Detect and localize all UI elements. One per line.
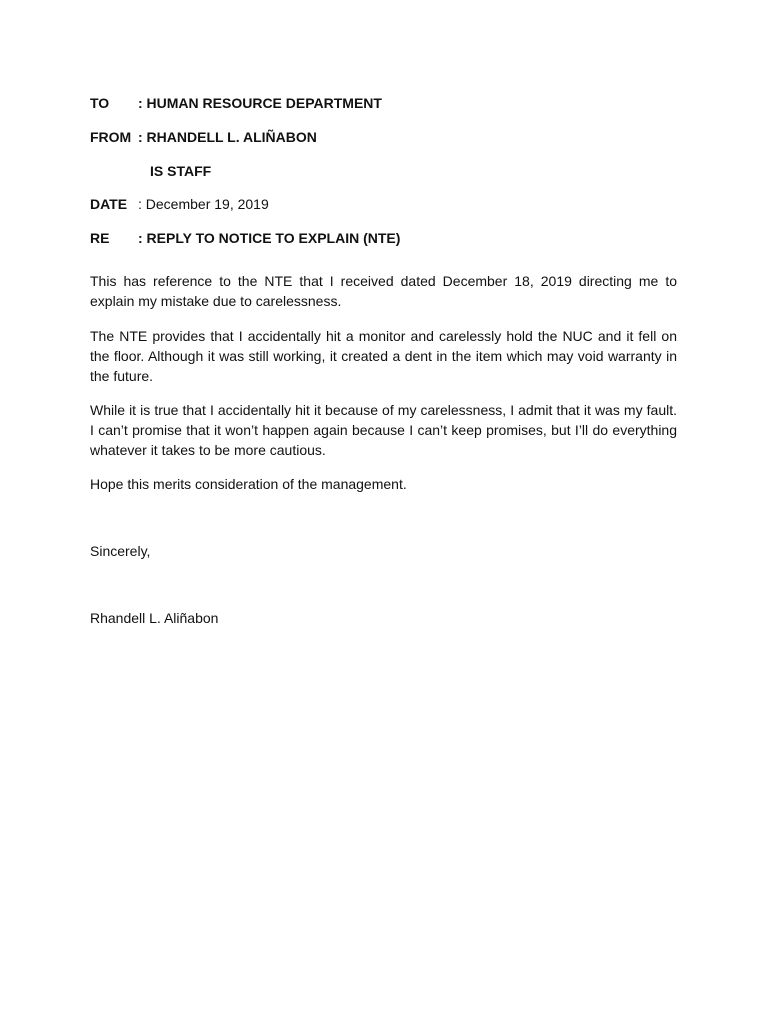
signature-name: Rhandell L. Aliñabon (90, 610, 219, 626)
memo-re-row (90, 229, 400, 247)
memo-from-title: IS STAFF (150, 163, 212, 179)
memo-date-label: DATE (90, 196, 128, 212)
memo-from-value: : RHANDELL L. ALIÑABON (138, 129, 317, 145)
closing-salutation: Sincerely, (90, 543, 151, 559)
memo-to-label: TO (90, 95, 110, 111)
memo-from-row (90, 128, 317, 146)
memo-date-value: : December 19, 2019 (138, 196, 269, 212)
memo-from-label: FROM (90, 129, 132, 145)
memo-re-label: RE (90, 230, 110, 246)
body-paragraph-2: The NTE provides that I accidentally hit a monitor and carelessly hold the NUC and it fell on the floor. Although it was still working, it created a dent in the item which may void warranty in the future. (90, 328, 677, 384)
memo-to-row (90, 94, 382, 112)
body-paragraph-4: Hope this merits consideration of the management. (90, 476, 407, 492)
body-paragraph-1: This has reference to the NTE that I received dated December 18, 2019 directing me to explain my mistake due to carelessness. (90, 273, 677, 309)
memo-date-row (90, 195, 269, 213)
body-paragraph-3: While it is true that I accidentally hit it because of my carelessness, I admit that it was my fault. I can’t promise that it won’t happen again because I can’t keep promises, but I’ll do everything whatever it takes to be more cautious. (90, 402, 677, 458)
memo-to-value: : HUMAN RESOURCE DEPARTMENT (138, 95, 382, 111)
memo-re-value: : REPLY TO NOTICE TO EXPLAIN (NTE) (138, 230, 401, 246)
